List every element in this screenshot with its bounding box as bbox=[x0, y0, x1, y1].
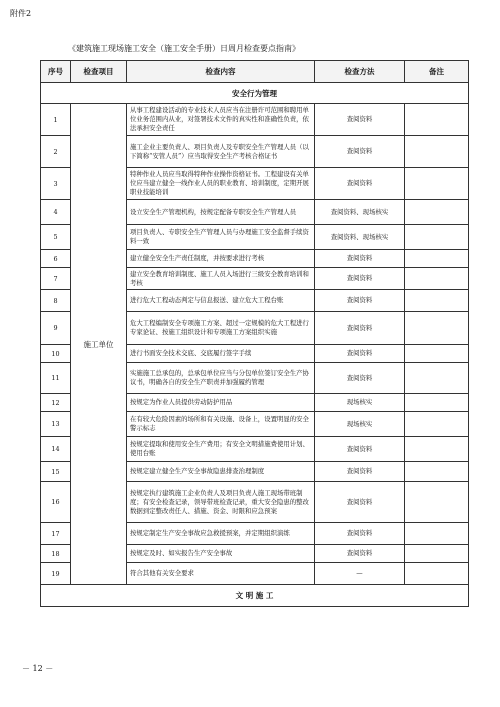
column-header-content: 检查内容 bbox=[127, 61, 315, 83]
column-header-method: 检查方法 bbox=[315, 61, 405, 83]
row-number: 10 bbox=[41, 345, 71, 363]
row-remark bbox=[405, 545, 469, 563]
document-title: 《建筑施工现场施工安全（施工安全手册）日周月检查要点指南》 bbox=[68, 44, 300, 53]
table-row bbox=[41, 104, 469, 136]
row-method: 查阅资料 bbox=[315, 168, 405, 200]
row-remark bbox=[405, 394, 469, 412]
column-header-remarks: 备注 bbox=[405, 61, 469, 83]
row-remark bbox=[405, 437, 469, 462]
row-content: 按规定及时、如实报告生产安全事故 bbox=[127, 545, 315, 563]
row-remark bbox=[405, 345, 469, 363]
section-title: 文 明 施 工 bbox=[41, 585, 469, 607]
table-header-row bbox=[41, 61, 469, 83]
row-content: 在有较大危险因素的场所和有关设施、设备上，设置明显的安全警示标志 bbox=[127, 412, 315, 437]
row-content: 进行书面安全技术交底、交底履行签字手续 bbox=[127, 345, 315, 363]
row-content: 设立安全生产管理机构，按规定配备专职安全生产管理人员 bbox=[127, 200, 315, 225]
row-remark bbox=[405, 104, 469, 136]
row-remark bbox=[405, 268, 469, 290]
row-number: 16 bbox=[41, 482, 71, 523]
row-remark bbox=[405, 563, 469, 585]
inspection-item-unit: 施工单位 bbox=[71, 104, 127, 585]
row-number: 14 bbox=[41, 437, 71, 462]
row-content: 符合其他有关安全要求 bbox=[127, 563, 315, 585]
row-remark bbox=[405, 136, 469, 168]
row-method: 查阅资料 bbox=[315, 363, 405, 394]
section-row bbox=[41, 83, 469, 104]
row-method: 查阅资料 bbox=[315, 545, 405, 563]
attachment-label: 附件2 bbox=[10, 9, 32, 18]
row-content: 特种作业人员应当取得特种作业操作资格证书。工程建设有关单位应当建立健全一线作业人员的职业教育、培训制度，定期开展职业技能培训 bbox=[127, 168, 315, 200]
row-method: — bbox=[315, 563, 405, 585]
row-method: 查阅资料 bbox=[315, 312, 405, 345]
row-content: 实施施工总承包的，总承包单位应当与分包单位签订安全生产协议书，明确各自的安全生产职责并加强履约管理 bbox=[127, 363, 315, 394]
row-content: 项目负责人、专职安全生产管理人员与办理施工安全监督手续资料一致 bbox=[127, 225, 315, 250]
row-content: 按规定建立健全生产安全事故隐患排查治理制度 bbox=[127, 462, 315, 482]
row-content: 按规定为作业人员提供劳动防护用品 bbox=[127, 394, 315, 412]
row-method: 查阅资料 bbox=[315, 136, 405, 168]
row-remark bbox=[405, 225, 469, 250]
row-content: 按规定提取和使用安全生产费用；有安全文明措施费使用计划、使用台账 bbox=[127, 437, 315, 462]
row-method: 查阅资料 bbox=[315, 250, 405, 268]
row-number: 11 bbox=[41, 363, 71, 394]
row-number: 1 bbox=[41, 104, 71, 136]
row-number: 9 bbox=[41, 312, 71, 345]
row-number: 3 bbox=[41, 168, 71, 200]
row-number: 19 bbox=[41, 563, 71, 585]
inspection-table bbox=[40, 60, 469, 607]
column-header-number: 序号 bbox=[41, 61, 71, 83]
row-method: 查阅资料 bbox=[315, 482, 405, 523]
row-method: 查阅资料 bbox=[315, 268, 405, 290]
row-remark bbox=[405, 312, 469, 345]
row-number: 18 bbox=[41, 545, 71, 563]
row-content: 按规定执行建筑施工企业负责人及项目负责人施工现场带班制度；有安全检查记录，领导带班检查记录，重大安全隐患的整改数据到定整改责任人、措施、资金、时限和应急预案 bbox=[127, 482, 315, 523]
row-remark bbox=[405, 200, 469, 225]
row-remark bbox=[405, 363, 469, 394]
row-number: 8 bbox=[41, 290, 71, 312]
section-title: 安全行为管理 bbox=[41, 83, 469, 104]
row-content: 进行危大工程动态判定与信息报送、建立危大工程台账 bbox=[127, 290, 315, 312]
column-header-item: 检查项目 bbox=[71, 61, 127, 83]
row-remark bbox=[405, 250, 469, 268]
row-remark bbox=[405, 523, 469, 545]
row-content: 按规定制定生产安全事故应急救援预案，并定期组织演练 bbox=[127, 523, 315, 545]
row-number: 12 bbox=[41, 394, 71, 412]
row-content: 从事工程建设活动的专业技术人员应当在注册许可范围和聘用单位业务范围内从业，对签署技术文件的真实性和准确性负责，依法承担安全责任 bbox=[127, 104, 315, 136]
row-method: 现场核实 bbox=[315, 394, 405, 412]
row-number: 2 bbox=[41, 136, 71, 168]
row-method: 查阅资料 bbox=[315, 104, 405, 136]
row-method: 查阅资料 bbox=[315, 523, 405, 545]
row-remark bbox=[405, 412, 469, 437]
row-method: 查阅资料 bbox=[315, 290, 405, 312]
row-method: 查阅资料 bbox=[315, 437, 405, 462]
row-content: 施工企业主要负责人、项目负责人及专职安全生产管理人员（以下简称“安管人员”）应当取得安全生产考核合格证书 bbox=[127, 136, 315, 168]
row-number: 5 bbox=[41, 225, 71, 250]
row-number: 4 bbox=[41, 200, 71, 225]
row-content: 建立健全安全生产责任制度，并按要求进行考核 bbox=[127, 250, 315, 268]
row-method: 现场核实 bbox=[315, 412, 405, 437]
page-number: － 12 － bbox=[22, 664, 54, 673]
row-method: 查阅资料、现场核实 bbox=[315, 200, 405, 225]
row-remark bbox=[405, 290, 469, 312]
row-remark bbox=[405, 168, 469, 200]
row-number: 7 bbox=[41, 268, 71, 290]
row-method: 查阅资料 bbox=[315, 345, 405, 363]
row-content: 危大工程编制安全专项施工方案、超过一定规模的危大工程进行专家论证、按施工组织设计和专项施工方案组织实施 bbox=[127, 312, 315, 345]
section-row bbox=[41, 585, 469, 607]
row-number: 13 bbox=[41, 412, 71, 437]
row-number: 6 bbox=[41, 250, 71, 268]
row-remark bbox=[405, 482, 469, 523]
row-method: 查阅资料 bbox=[315, 462, 405, 482]
row-method: 查阅资料、现场核实 bbox=[315, 225, 405, 250]
row-number: 15 bbox=[41, 462, 71, 482]
row-number: 17 bbox=[41, 523, 71, 545]
row-content: 建立安全教育培训制度、施工人员入场进行三级安全教育培训和考核 bbox=[127, 268, 315, 290]
row-remark bbox=[405, 462, 469, 482]
